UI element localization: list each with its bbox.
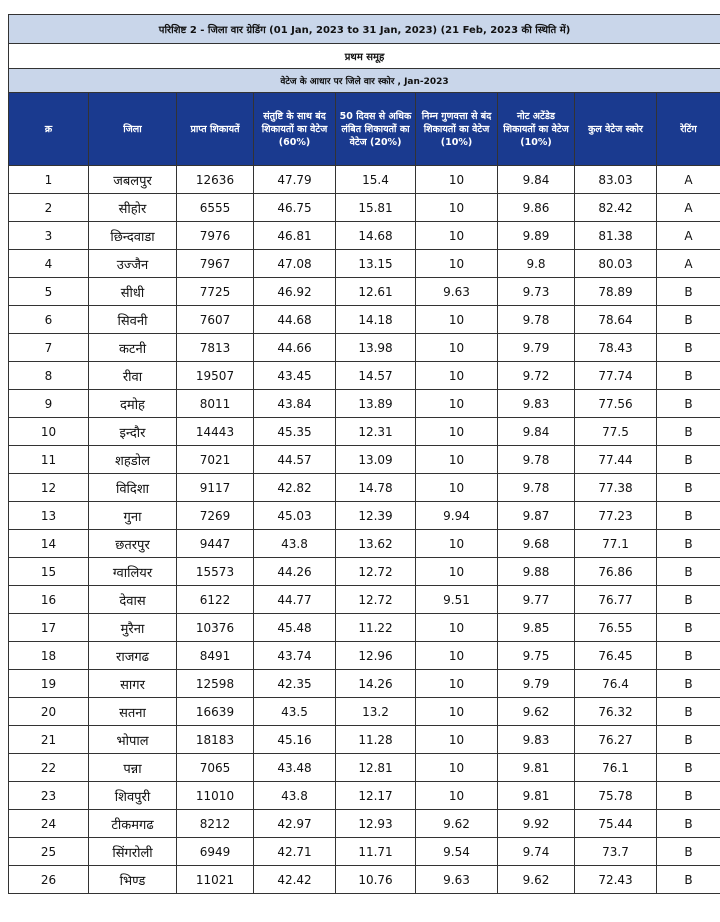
rating-cell: A — [657, 194, 720, 222]
table-row — [9, 362, 720, 390]
total-score-cell: 76.4 — [575, 670, 657, 698]
not-attended-cell: 9.74 — [498, 838, 575, 866]
serial-cell: 26 — [9, 866, 89, 894]
table-row — [9, 306, 720, 334]
received-cell: 11021 — [177, 866, 254, 894]
low-quality-cell: 10 — [416, 530, 498, 558]
district-cell: विदिशा — [89, 474, 177, 502]
low-quality-cell: 9.63 — [416, 278, 498, 306]
satisfaction-cell: 44.66 — [254, 334, 336, 362]
district-cell: गुना — [89, 502, 177, 530]
serial-cell: 22 — [9, 754, 89, 782]
serial-cell: 19 — [9, 670, 89, 698]
low-quality-cell: 9.62 — [416, 810, 498, 838]
not-attended-cell: 9.78 — [498, 474, 575, 502]
header-low-quality-weightage: निम्न गुणवत्ता से बंद शिकायतों का वेटेज (10%) — [416, 93, 498, 166]
header-district: जिला — [89, 93, 177, 166]
serial-cell: 12 — [9, 474, 89, 502]
received-cell: 8212 — [177, 810, 254, 838]
district-cell: जबलपुर — [89, 166, 177, 194]
pending-cell: 13.89 — [336, 390, 416, 418]
satisfaction-cell: 42.35 — [254, 670, 336, 698]
district-cell: शहडोल — [89, 446, 177, 474]
satisfaction-cell: 45.35 — [254, 418, 336, 446]
received-cell: 9447 — [177, 530, 254, 558]
satisfaction-cell: 44.26 — [254, 558, 336, 586]
serial-cell: 4 — [9, 250, 89, 278]
satisfaction-cell: 45.03 — [254, 502, 336, 530]
header-rating: रेटिंग — [657, 93, 720, 166]
table-row — [9, 810, 720, 838]
serial-cell: 20 — [9, 698, 89, 726]
serial-cell: 3 — [9, 222, 89, 250]
satisfaction-cell: 44.77 — [254, 586, 336, 614]
table-row — [9, 614, 720, 642]
pending-cell: 14.68 — [336, 222, 416, 250]
column-header-row — [9, 93, 720, 166]
district-cell: छतरपुर — [89, 530, 177, 558]
rating-cell: B — [657, 698, 720, 726]
received-cell: 7967 — [177, 250, 254, 278]
header-pending-weightage: 50 दिवस से अधिक लंबित शिकायतों का वेटेज (20%) — [336, 93, 416, 166]
pending-cell: 12.61 — [336, 278, 416, 306]
received-cell: 7813 — [177, 334, 254, 362]
received-cell: 8491 — [177, 642, 254, 670]
received-cell: 14443 — [177, 418, 254, 446]
district-cell: कटनी — [89, 334, 177, 362]
total-score-cell: 76.32 — [575, 698, 657, 726]
rating-cell: B — [657, 754, 720, 782]
not-attended-cell: 9.78 — [498, 446, 575, 474]
total-score-cell: 76.27 — [575, 726, 657, 754]
low-quality-cell: 9.54 — [416, 838, 498, 866]
table-row — [9, 642, 720, 670]
header-received-complaints: प्राप्त शिकायतें — [177, 93, 254, 166]
pending-cell: 13.62 — [336, 530, 416, 558]
serial-cell: 13 — [9, 502, 89, 530]
serial-cell: 15 — [9, 558, 89, 586]
low-quality-cell: 10 — [416, 754, 498, 782]
table-row — [9, 502, 720, 530]
district-cell: सीधी — [89, 278, 177, 306]
low-quality-cell: 10 — [416, 306, 498, 334]
not-attended-cell: 9.79 — [498, 334, 575, 362]
not-attended-cell: 9.88 — [498, 558, 575, 586]
table-row — [9, 754, 720, 782]
serial-cell: 14 — [9, 530, 89, 558]
received-cell: 7021 — [177, 446, 254, 474]
total-score-cell: 72.43 — [575, 866, 657, 894]
satisfaction-cell: 42.97 — [254, 810, 336, 838]
low-quality-cell: 10 — [416, 194, 498, 222]
total-score-cell: 81.38 — [575, 222, 657, 250]
serial-cell: 25 — [9, 838, 89, 866]
rating-cell: A — [657, 250, 720, 278]
serial-cell: 9 — [9, 390, 89, 418]
rating-cell: B — [657, 306, 720, 334]
low-quality-cell: 10 — [416, 166, 498, 194]
received-cell: 7065 — [177, 754, 254, 782]
pending-cell: 14.57 — [336, 362, 416, 390]
group-title: प्रथम समूह — [9, 44, 720, 69]
serial-cell: 2 — [9, 194, 89, 222]
district-cell: भिण्ड — [89, 866, 177, 894]
total-score-cell: 83.03 — [575, 166, 657, 194]
district-cell: ग्वालियर — [89, 558, 177, 586]
satisfaction-cell: 43.84 — [254, 390, 336, 418]
low-quality-cell: 10 — [416, 782, 498, 810]
serial-cell: 16 — [9, 586, 89, 614]
rating-cell: B — [657, 558, 720, 586]
total-score-cell: 76.86 — [575, 558, 657, 586]
not-attended-cell: 9.62 — [498, 866, 575, 894]
rating-cell: A — [657, 222, 720, 250]
received-cell: 8011 — [177, 390, 254, 418]
not-attended-cell: 9.8 — [498, 250, 575, 278]
not-attended-cell: 9.87 — [498, 502, 575, 530]
pending-cell: 12.72 — [336, 586, 416, 614]
low-quality-cell: 10 — [416, 390, 498, 418]
district-cell: उज्जैन — [89, 250, 177, 278]
serial-cell: 7 — [9, 334, 89, 362]
total-score-cell: 77.5 — [575, 418, 657, 446]
district-cell: टीकमगढ — [89, 810, 177, 838]
table-subtitle: वेटेज के आधार पर जिले वार स्कोर , Jan-2023 — [9, 69, 720, 93]
table-body — [9, 166, 720, 894]
pending-cell: 13.09 — [336, 446, 416, 474]
total-score-cell: 78.64 — [575, 306, 657, 334]
table-row — [9, 670, 720, 698]
table-row — [9, 194, 720, 222]
rating-cell: B — [657, 530, 720, 558]
not-attended-cell: 9.85 — [498, 614, 575, 642]
table-row — [9, 586, 720, 614]
district-cell: पन्ना — [89, 754, 177, 782]
received-cell: 19507 — [177, 362, 254, 390]
serial-cell: 18 — [9, 642, 89, 670]
title-row — [9, 15, 720, 44]
district-cell: राजगढ — [89, 642, 177, 670]
not-attended-cell: 9.81 — [498, 754, 575, 782]
total-score-cell: 75.78 — [575, 782, 657, 810]
satisfaction-cell: 43.8 — [254, 782, 336, 810]
satisfaction-cell: 46.92 — [254, 278, 336, 306]
received-cell: 11010 — [177, 782, 254, 810]
table-row — [9, 278, 720, 306]
satisfaction-cell: 42.82 — [254, 474, 336, 502]
rating-cell: B — [657, 866, 720, 894]
serial-cell: 23 — [9, 782, 89, 810]
satisfaction-cell: 47.79 — [254, 166, 336, 194]
not-attended-cell: 9.86 — [498, 194, 575, 222]
not-attended-cell: 9.72 — [498, 362, 575, 390]
total-score-cell: 82.42 — [575, 194, 657, 222]
total-score-cell: 80.03 — [575, 250, 657, 278]
header-not-attended-weightage: नोट अटेंडेड शिकायतों का वेटेज (10%) — [498, 93, 575, 166]
not-attended-cell: 9.84 — [498, 418, 575, 446]
low-quality-cell: 10 — [416, 250, 498, 278]
serial-cell: 24 — [9, 810, 89, 838]
rating-cell: B — [657, 390, 720, 418]
satisfaction-cell: 42.71 — [254, 838, 336, 866]
satisfaction-cell: 46.81 — [254, 222, 336, 250]
table-row — [9, 250, 720, 278]
not-attended-cell: 9.84 — [498, 166, 575, 194]
not-attended-cell: 9.92 — [498, 810, 575, 838]
district-cell: सतना — [89, 698, 177, 726]
not-attended-cell: 9.75 — [498, 642, 575, 670]
received-cell: 16639 — [177, 698, 254, 726]
district-cell: भोपाल — [89, 726, 177, 754]
low-quality-cell: 10 — [416, 670, 498, 698]
serial-cell: 8 — [9, 362, 89, 390]
received-cell: 12598 — [177, 670, 254, 698]
low-quality-cell: 10 — [416, 222, 498, 250]
table-title: परिशिष्ट 2 - जिला वार ग्रेडिंग (01 Jan, 2023 to 31 Jan, 2023) (21 Feb, 2023 की स्थिति में) — [9, 15, 720, 44]
serial-cell: 10 — [9, 418, 89, 446]
low-quality-cell: 10 — [416, 334, 498, 362]
district-cell: दमोह — [89, 390, 177, 418]
pending-cell: 11.28 — [336, 726, 416, 754]
rating-cell: B — [657, 474, 720, 502]
not-attended-cell: 9.83 — [498, 726, 575, 754]
pending-cell: 14.18 — [336, 306, 416, 334]
received-cell: 6949 — [177, 838, 254, 866]
table-row — [9, 166, 720, 194]
total-score-cell: 78.89 — [575, 278, 657, 306]
pending-cell: 12.93 — [336, 810, 416, 838]
pending-cell: 15.81 — [336, 194, 416, 222]
serial-cell: 11 — [9, 446, 89, 474]
header-serial: क्र — [9, 93, 89, 166]
satisfaction-cell: 43.74 — [254, 642, 336, 670]
not-attended-cell: 9.62 — [498, 698, 575, 726]
low-quality-cell: 10 — [416, 558, 498, 586]
district-cell: रीवा — [89, 362, 177, 390]
table-row — [9, 390, 720, 418]
total-score-cell: 78.43 — [575, 334, 657, 362]
pending-cell: 13.2 — [336, 698, 416, 726]
total-score-cell: 76.55 — [575, 614, 657, 642]
rating-cell: B — [657, 614, 720, 642]
not-attended-cell: 9.73 — [498, 278, 575, 306]
pending-cell: 10.76 — [336, 866, 416, 894]
satisfaction-cell: 45.48 — [254, 614, 336, 642]
low-quality-cell: 10 — [416, 642, 498, 670]
received-cell: 6122 — [177, 586, 254, 614]
table-row — [9, 782, 720, 810]
rating-cell: B — [657, 502, 720, 530]
district-cell: इन्दौर — [89, 418, 177, 446]
received-cell: 9117 — [177, 474, 254, 502]
not-attended-cell: 9.77 — [498, 586, 575, 614]
table-row — [9, 222, 720, 250]
serial-cell: 17 — [9, 614, 89, 642]
received-cell: 15573 — [177, 558, 254, 586]
table-row — [9, 558, 720, 586]
total-score-cell: 76.77 — [575, 586, 657, 614]
table-row — [9, 866, 720, 894]
pending-cell: 12.96 — [336, 642, 416, 670]
serial-cell: 1 — [9, 166, 89, 194]
pending-cell: 13.98 — [336, 334, 416, 362]
low-quality-cell: 10 — [416, 726, 498, 754]
not-attended-cell: 9.81 — [498, 782, 575, 810]
rating-cell: B — [657, 334, 720, 362]
satisfaction-cell: 44.68 — [254, 306, 336, 334]
table-row — [9, 838, 720, 866]
total-score-cell: 77.23 — [575, 502, 657, 530]
rating-cell: B — [657, 586, 720, 614]
not-attended-cell: 9.78 — [498, 306, 575, 334]
rating-cell: B — [657, 446, 720, 474]
satisfaction-cell: 42.42 — [254, 866, 336, 894]
satisfaction-cell: 43.8 — [254, 530, 336, 558]
serial-cell: 21 — [9, 726, 89, 754]
pending-cell: 14.26 — [336, 670, 416, 698]
pending-cell: 14.78 — [336, 474, 416, 502]
received-cell: 12636 — [177, 166, 254, 194]
low-quality-cell: 9.51 — [416, 586, 498, 614]
pending-cell: 12.72 — [336, 558, 416, 586]
satisfaction-cell: 43.45 — [254, 362, 336, 390]
district-cell: सिंगरोली — [89, 838, 177, 866]
serial-cell: 5 — [9, 278, 89, 306]
received-cell: 6555 — [177, 194, 254, 222]
low-quality-cell: 10 — [416, 362, 498, 390]
total-score-cell: 77.56 — [575, 390, 657, 418]
low-quality-cell: 10 — [416, 474, 498, 502]
satisfaction-cell: 44.57 — [254, 446, 336, 474]
satisfaction-cell: 45.16 — [254, 726, 336, 754]
total-score-cell: 75.44 — [575, 810, 657, 838]
pending-cell: 12.81 — [336, 754, 416, 782]
header-total-score: कुल वेटेज स्कोर — [575, 93, 657, 166]
total-score-cell: 76.45 — [575, 642, 657, 670]
low-quality-cell: 9.63 — [416, 866, 498, 894]
rating-cell: B — [657, 642, 720, 670]
low-quality-cell: 10 — [416, 418, 498, 446]
rating-cell: B — [657, 278, 720, 306]
received-cell: 18183 — [177, 726, 254, 754]
district-grading-table — [8, 14, 720, 894]
total-score-cell: 77.74 — [575, 362, 657, 390]
low-quality-cell: 9.94 — [416, 502, 498, 530]
total-score-cell: 77.38 — [575, 474, 657, 502]
district-cell: सिवनी — [89, 306, 177, 334]
pending-cell: 12.31 — [336, 418, 416, 446]
not-attended-cell: 9.89 — [498, 222, 575, 250]
group-row — [9, 44, 720, 69]
district-cell: देवास — [89, 586, 177, 614]
not-attended-cell: 9.68 — [498, 530, 575, 558]
low-quality-cell: 10 — [416, 446, 498, 474]
received-cell: 7269 — [177, 502, 254, 530]
district-cell: शिवपुरी — [89, 782, 177, 810]
satisfaction-cell: 47.08 — [254, 250, 336, 278]
subtitle-row — [9, 69, 720, 93]
serial-cell: 6 — [9, 306, 89, 334]
received-cell: 7607 — [177, 306, 254, 334]
rating-cell: B — [657, 838, 720, 866]
pending-cell: 11.22 — [336, 614, 416, 642]
district-cell: छिन्दवाडा — [89, 222, 177, 250]
rating-cell: A — [657, 166, 720, 194]
table-row — [9, 530, 720, 558]
satisfaction-cell: 43.48 — [254, 754, 336, 782]
rating-cell: B — [657, 362, 720, 390]
header-satisfaction-weightage: संतुष्टि के साथ बंद शिकायतों का वेटेज (60%) — [254, 93, 336, 166]
rating-cell: B — [657, 670, 720, 698]
district-cell: मुरैना — [89, 614, 177, 642]
total-score-cell: 73.7 — [575, 838, 657, 866]
total-score-cell: 76.1 — [575, 754, 657, 782]
table-row — [9, 334, 720, 362]
received-cell: 10376 — [177, 614, 254, 642]
rating-cell: B — [657, 726, 720, 754]
table-row — [9, 446, 720, 474]
rating-cell: B — [657, 418, 720, 446]
rating-cell: B — [657, 782, 720, 810]
rating-cell: B — [657, 810, 720, 838]
pending-cell: 12.17 — [336, 782, 416, 810]
satisfaction-cell: 46.75 — [254, 194, 336, 222]
low-quality-cell: 10 — [416, 698, 498, 726]
table-row — [9, 474, 720, 502]
pending-cell: 11.71 — [336, 838, 416, 866]
received-cell: 7725 — [177, 278, 254, 306]
low-quality-cell: 10 — [416, 614, 498, 642]
total-score-cell: 77.1 — [575, 530, 657, 558]
not-attended-cell: 9.79 — [498, 670, 575, 698]
district-cell: सीहोर — [89, 194, 177, 222]
not-attended-cell: 9.83 — [498, 390, 575, 418]
district-cell: सागर — [89, 670, 177, 698]
table-row — [9, 726, 720, 754]
pending-cell: 15.4 — [336, 166, 416, 194]
pending-cell: 13.15 — [336, 250, 416, 278]
pending-cell: 12.39 — [336, 502, 416, 530]
received-cell: 7976 — [177, 222, 254, 250]
table-row — [9, 418, 720, 446]
satisfaction-cell: 43.5 — [254, 698, 336, 726]
total-score-cell: 77.44 — [575, 446, 657, 474]
table-row — [9, 698, 720, 726]
